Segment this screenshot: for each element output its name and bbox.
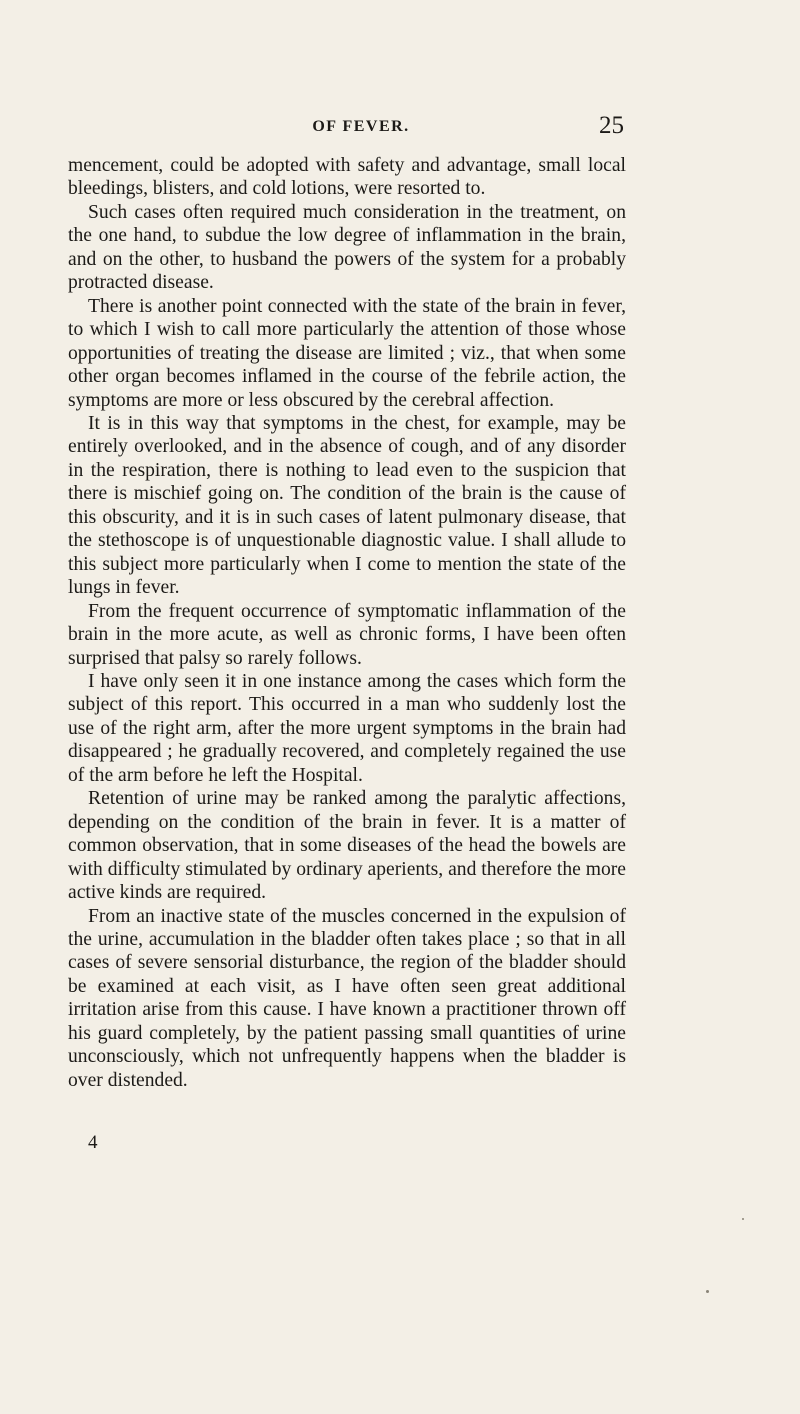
paper-speck <box>706 1290 709 1293</box>
paper-speck <box>742 1218 744 1220</box>
paragraph: I have only seen it in one instance among the cases which form the subject of this report. This occurred in a man who suddenly lost the use of the right arm, after the more urgent symptoms in the brain had disappeared ; he gradually recovered, and completely regained the use of the arm before he left the Hospital. <box>68 670 626 786</box>
paragraph: There is another point connected with the state of the brain in fever, to which I wish to call more particularly the attention of those whose opportunities of treating the disease are limited ; viz., that when some other organ becomes inflamed in the course of the febrile action, the symptoms are more or less obscured by the cerebral affection. <box>68 295 626 411</box>
paragraph: From the frequent occurrence of symptomatic inflammation of the brain in the more acute, as well as chronic forms, I have been often surprised that palsy so rarely follows. <box>68 600 626 669</box>
page-number: 25 <box>599 112 624 139</box>
paragraph: From an inactive state of the muscles concerned in the expulsion of the urine, accumulation in the bladder often takes place ; so that in all cases of severe sensorial disturbance, the region of the bladder should be examined at each visit, as I have often seen great additional irritation arise from this cause. I have known a practitioner thrown off his guard completely, by the patient passing small quantities of urine unconsciously, which not unfrequently happens when the bladder is over distended. <box>68 905 626 1091</box>
body-text <box>68 154 626 1092</box>
paragraph: Such cases often required much consideration in the treatment, on the one hand, to subdue the low degree of inflammation in the brain, and on the other, to husband the powers of the system for a probably protracted disease. <box>68 201 626 294</box>
running-title: OF FEVER. <box>312 118 410 135</box>
paragraph: It is in this way that symptoms in the chest, for example, may be entirely overlooked, and in the absence of cough, and of any disorder in the respiration, there is nothing to lead even to the suspicion that there is mischief going on. The condition of the brain is the cause of this obscurity, and it is in such cases of latent pulmonary disease, that the stethoscope is of unquestionable diagnostic value. I shall allude to this subject more particularly when I come to mention the state of the lungs in fever. <box>68 412 626 599</box>
paragraph: mencement, could be adopted with safety and advantage, small local bleedings, blisters, and cold lotions, were resorted to. <box>68 155 626 200</box>
paragraph: Retention of urine may be ranked among the paralytic affections, depending on the condition of the brain in fever. It is a matter of common observation, that in some diseases of the head the bowels are with difficulty stimulated by ordinary aperients, and therefore the more active kinds are required. <box>68 788 626 904</box>
signature-mark: 4 <box>88 1132 98 1153</box>
running-head <box>68 112 624 146</box>
